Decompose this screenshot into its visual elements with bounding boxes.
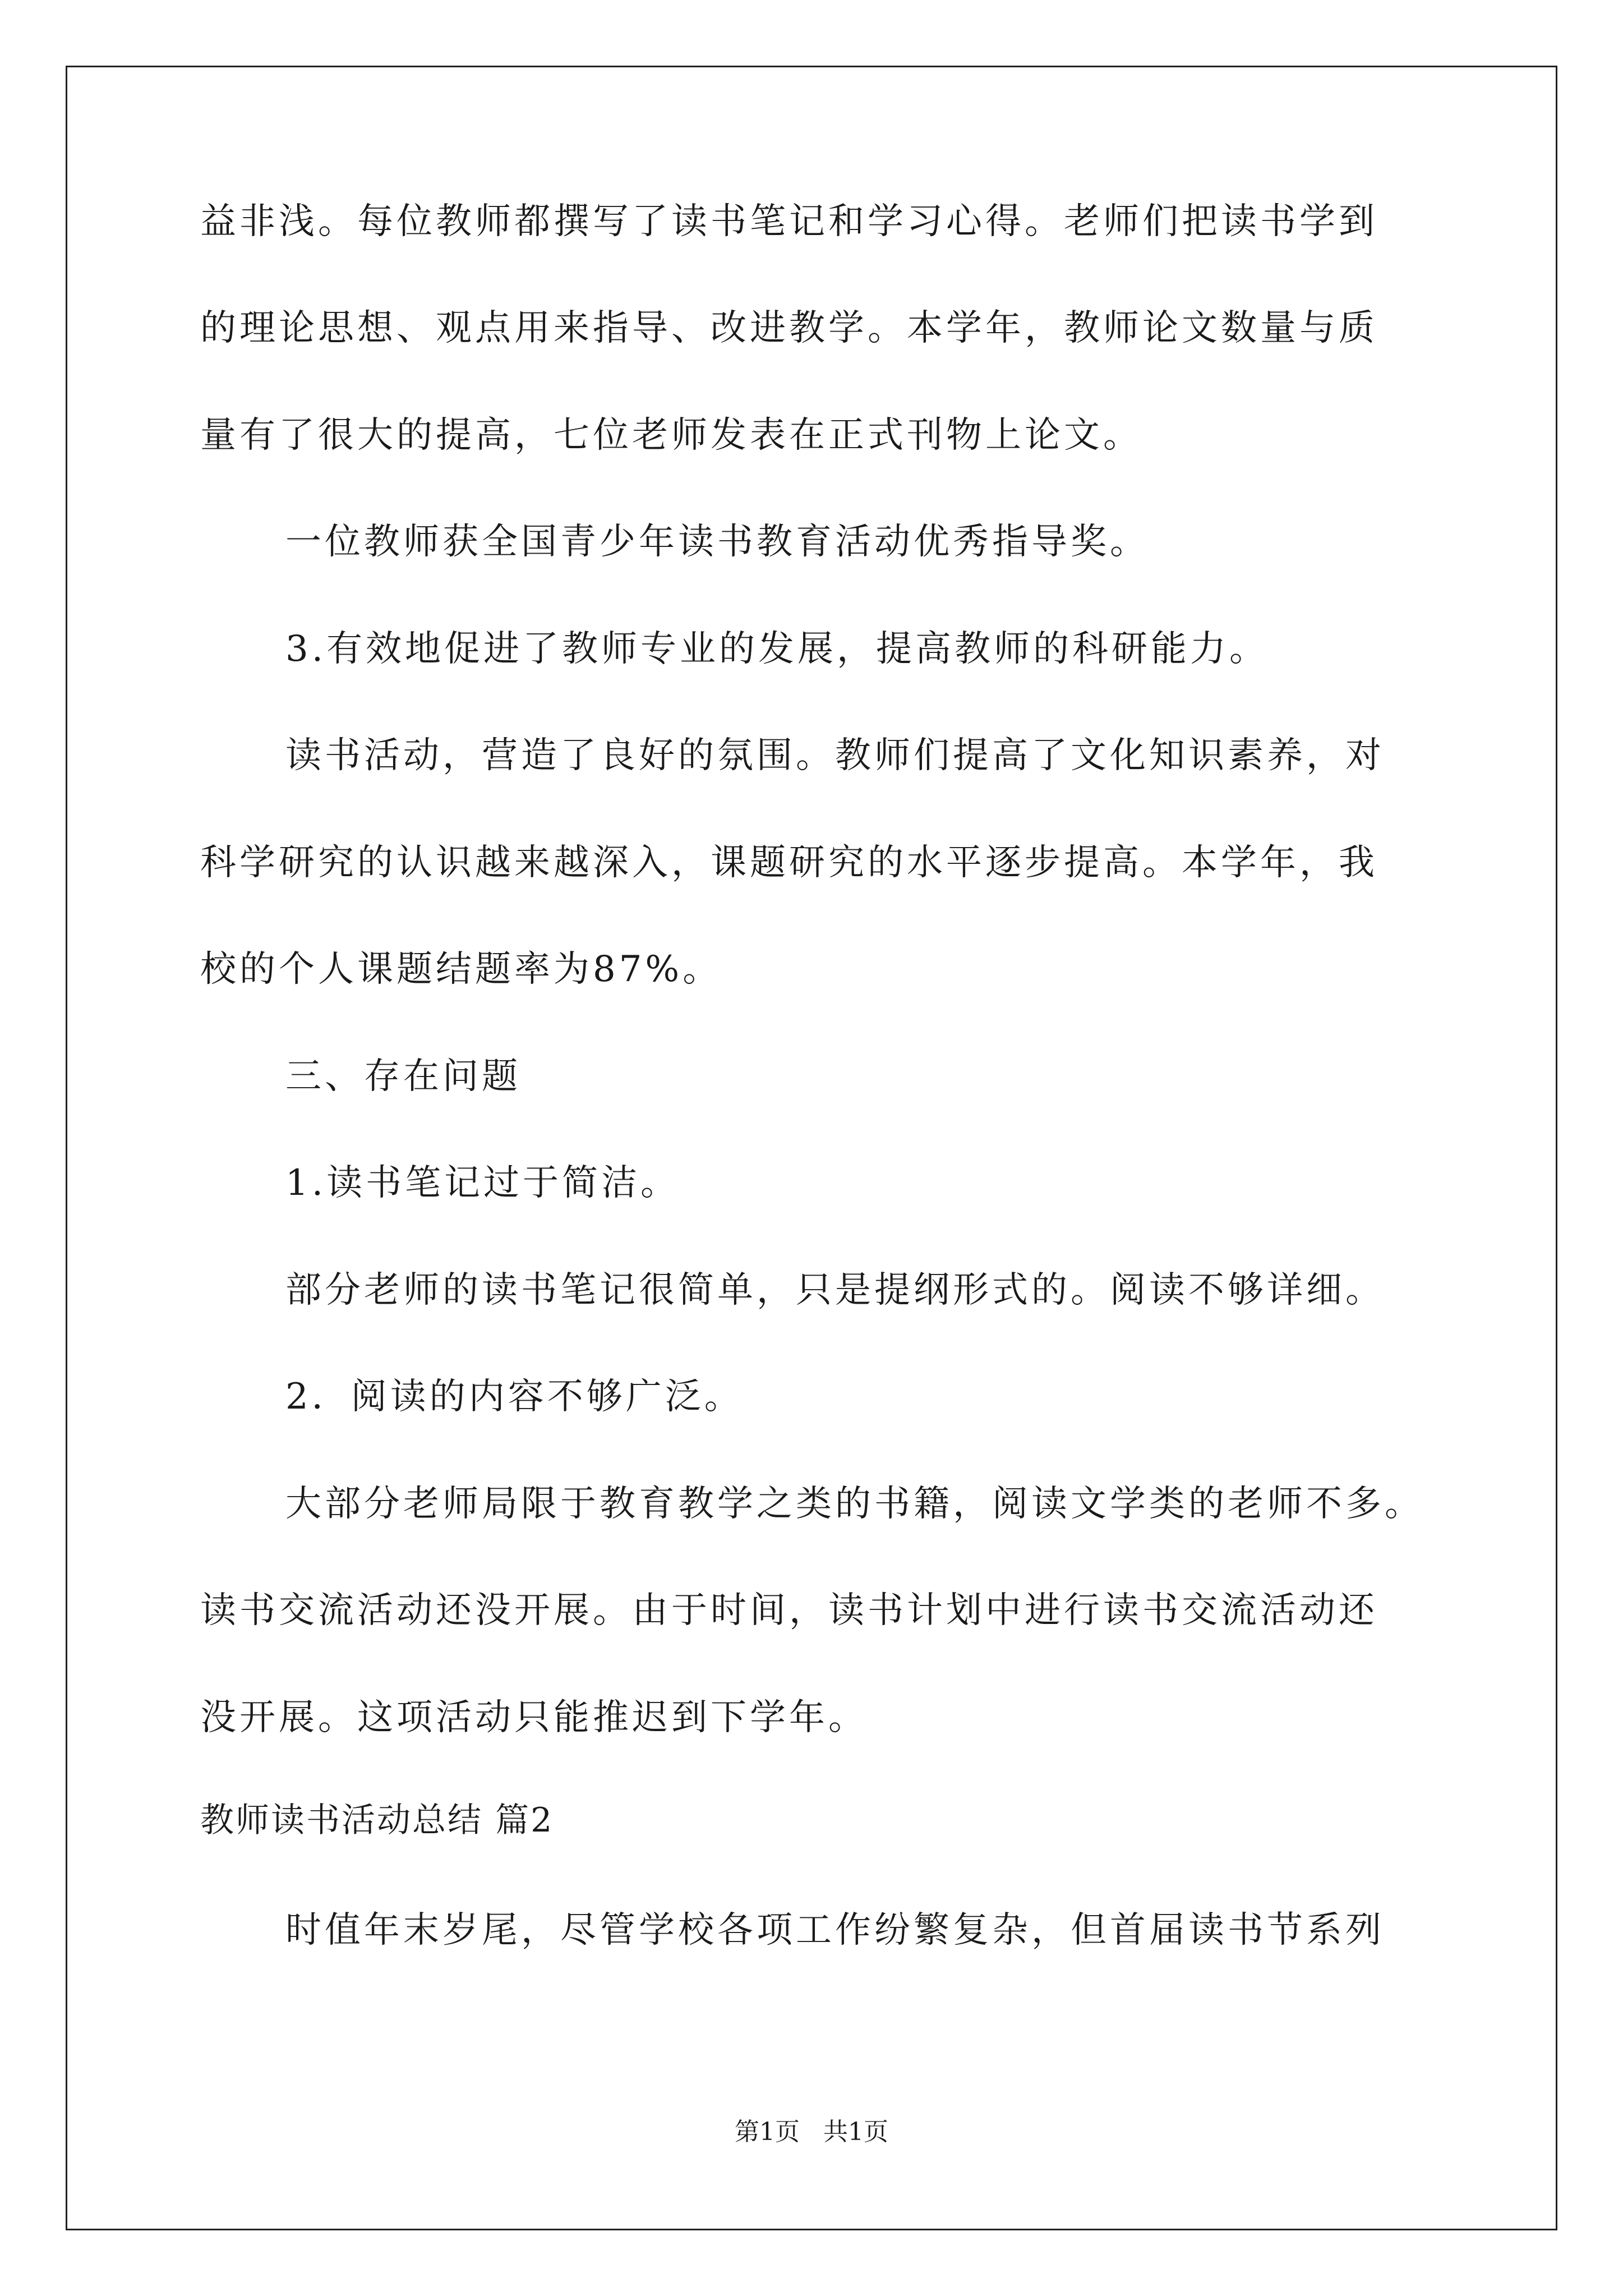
text-line: 科学研究的认识越来越深入，课题研究的水平逐步提高。本学年，我 — [200, 842, 1378, 884]
text-line: 的理论思想、观点用来指导、改进教学。本学年，教师论文数量与质 — [200, 307, 1378, 349]
text-line: 校的个人课题结题率为87%。 — [200, 949, 722, 990]
page-number-footer: 第1页 共1页 — [735, 2118, 888, 2146]
text-line: 1.读书笔记过于简洁。 — [285, 1162, 680, 1204]
section-heading: 三、存在问题 — [285, 1056, 521, 1097]
text-line: 2．阅读的内容不够广泛。 — [285, 1376, 744, 1418]
text-line: 一位教师获全国青少年读书教育活动优秀指导奖。 — [285, 521, 1149, 563]
page-frame — [66, 66, 1557, 2230]
article-title: 教师读书活动总结 篇2 — [200, 1801, 554, 1840]
text-line: 3.有效地促进了教师专业的发展，提高教师的科研能力。 — [285, 628, 1269, 670]
text-line: 益非浅。每位教师都撰写了读书笔记和学习心得。老师们把读书学到 — [200, 201, 1378, 242]
text-line: 读书交流活动还没开展。由于时间，读书计划中进行读书交流活动还 — [200, 1590, 1378, 1631]
text-line: 部分老师的读书笔记很简单，只是提纲形式的。阅读不够详细。 — [285, 1269, 1385, 1311]
text-line: 没开展。这项活动只能推迟到下学年。 — [200, 1697, 868, 1738]
text-line: 时值年末岁尾，尽管学校各项工作纷繁复杂，但首届读书节系列 — [285, 1910, 1385, 1951]
text-line: 读书活动，营造了良好的氛围。教师们提高了文化知识素养，对 — [285, 735, 1385, 776]
text-line: 量有了很大的提高，七位老师发表在正式刊物上论文。 — [200, 415, 1142, 456]
text-line: 大部分老师局限于教育教学之类的书籍，阅读文学类的老师不多。 — [285, 1483, 1424, 1525]
